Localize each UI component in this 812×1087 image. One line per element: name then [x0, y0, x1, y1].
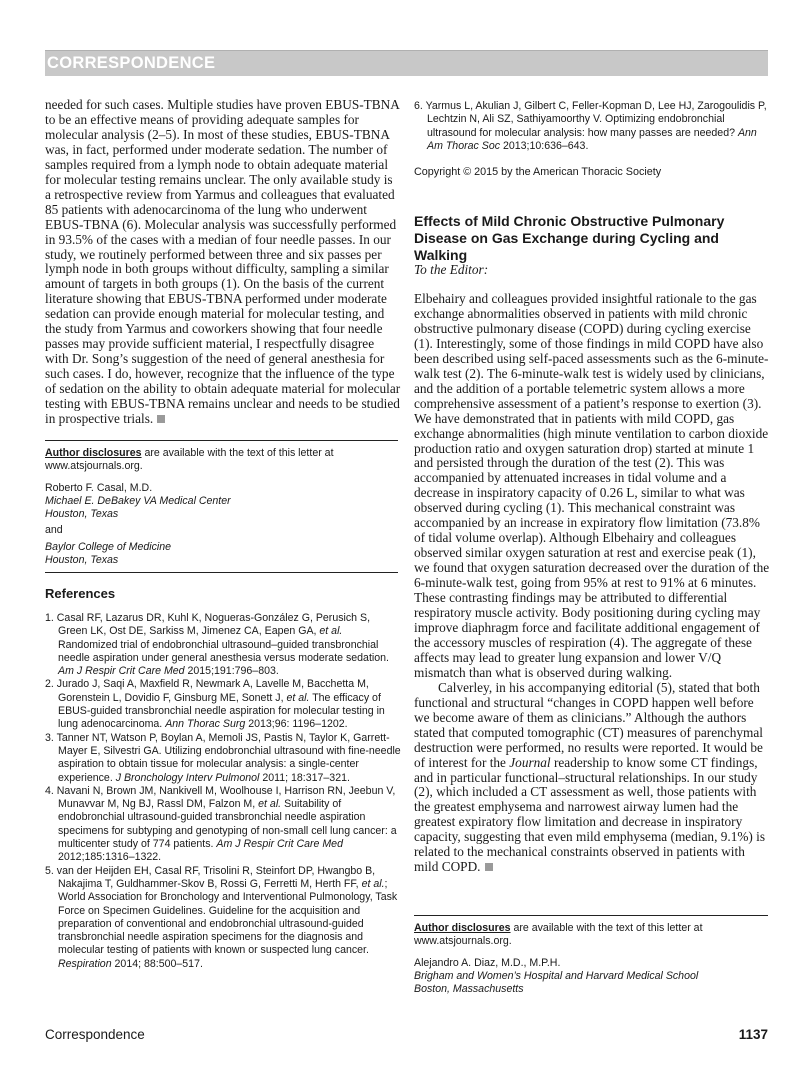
copyright: Copyright © 2015 by the American Thoracic Society: [414, 166, 662, 178]
affiliation-location: Houston, Texas: [45, 554, 119, 567]
right-disclosures: [414, 915, 768, 996]
affiliation-location: Boston, Massachusetts: [414, 983, 524, 996]
divider: [45, 572, 398, 573]
right-body: [414, 292, 772, 875]
author-name: Alejandro A. Diaz, M.D., M.P.H.: [414, 956, 561, 969]
reference-item: 3. Tanner NT, Watson P, Boylan A, Memoli JS, Pastis N, Taylor K, Garrett-Mayer E, Silvestri GA. Utilizing endobronchial ultrasound with fine-needle aspiration to obtain tissue for molecular analysis: a single-center experience. J Bronchology Interv Pulmonol 2011; 18:317–321.: [45, 731, 401, 784]
disclosures-link[interactable]: Author disclosures: [414, 922, 511, 934]
paragraph: Elbehairy and colleagues provided insightful rationale to the gas exchange abnormalities observed in patients with mild chronic obstructive pulmonary disease (COPD) during cycling exercise (1). Interestingly, some of those findings in mild COPD have also been described using self-paced assessments such as the 6-minute-walk test (2). The 6-minute-walk test is widely used by clinicians, and the addition of a portable telemetric system allows a more comprehensive assessment of a patient’s response to exertion (3). We have demonstrated that in patients with mild COPD, gas exchange abnormalities (high minute ventilation to carbon dioxide production ratio and oxygen saturation drop) started at minute 1 and persisted through the duration of the test (2). This was accompanied by attenuated increases in tidal volume and a decrease in inspiratory capacity of 0.26 L, similar to what was observed during cycling (1). This mechanical constraint was accompanied by an increase in expiratory flow limitation (73.8% of tidal volume overlap). Although Elbehairy and colleagues observed similar oxygen saturation at rest and exercise peak (1), we found that oxygen saturation decreased over the duration of the 6-minute-walk test, going from 95% at rest to 91% at 6 minutes. These contrasting findings may be attributed to differential respiratory muscle activity. Body positioning during cycling may improve diaphragm force and facilitate additional engagement of the accessory muscles of respiration (4). The aggregate of these affects may lead to greater lung expansion and lower V/Q mismatch than what is observed during walking.: [414, 291, 770, 680]
salutation: To the Editor:: [414, 262, 489, 277]
disclosures-text: are available with the text of this letter at www.atsjournals.org.: [45, 447, 334, 473]
author-name: Roberto F. Casal, M.D.: [45, 481, 153, 494]
reference-item: 4. Navani N, Brown JM, Nankivell M, Woolhouse I, Harrison RN, Jeebun V, Munavvar M, Ng BJ, Rassl DM, Falzon M, et al. Suitability of endobronchial ultrasound-guided transbronchial needle aspiration specimens for subtyping and genotyping of non-small cell lung cancer: a multicenter study of 774 patients. Am J Respir Crit Care Med 2012;185:1316–1322.: [45, 784, 397, 864]
end-mark-icon: [157, 415, 165, 423]
reference-6: [414, 100, 770, 153]
reference-item: 6. Yarmus L, Akulian J, Gilbert C, Feller-Kopman D, Lee HJ, Zarogoulidis P, Lechtzin N, Ali SZ, Sathiyamoorthy V. Optimizing endobronchial ultrasound for molecular analysis: how many passes are needed? Ann Am Thorac Soc 2013;10:636–643.: [414, 100, 767, 152]
affiliation: Baylor College of Medicine: [45, 540, 172, 553]
article-title: Effects of Mild Chronic Obstructive Pulmonary Disease on Gas Exchange during Cycling and Walking: [414, 213, 725, 263]
references-heading: References: [45, 586, 116, 601]
divider: [414, 915, 768, 949]
end-mark-icon: [485, 863, 493, 871]
section-header-label: CORRESPONDENCE: [47, 54, 216, 72]
reference-item: 5. van der Heijden EH, Casal RF, Trisolini R, Steinfort DP, Hwangbo B, Nakajima T, Guldhammer-Skov B, Rossi G, Ferretti M, Herth FF, et al.; World Association for Bronchology and Interventional Pulmonology, Task Force on Specimen Guidelines. Guideline for the acquisition and preparation of conventional and endobronchial ultrasound-guided transbronchial needle aspiration specimens for the diagnosis and molecular testing of patients with known or suspected lung cancer. Respiration 2014; 88:500–517.: [45, 864, 398, 970]
affiliation: Michael E. DeBakey VA Medical Center: [45, 494, 231, 507]
page-number: 1137: [738, 1027, 768, 1042]
affiliation: Brigham and Women’s Hospital and Harvard Medical School: [414, 969, 699, 982]
body-text: needed for such cases. Multiple studies have proven EBUS-TBNA to be an effective means of providing adequate samples for molecular analysis (2–5). In most of these studies, EBUS-TBNA was, in fact, performed under moderate sedation. The number of samples required from a lymph node to obtain adequate material for molecular testing remains unclear. The only available study is a retrospective review from Yarmus and colleagues that evaluated 85 patients with adenocarcinoma of the lung who underwent EBUS-TBNA (6). Molecular analysis was successfully performed in 93.5% of the cases with a median of four needle passes. In our study, we routinely performed between three and six passes per lymph node in both groups without difficulty, sampling a similar amount of targets in both groups (1). On the basis of the current literature showing that EBUS-TBNA performed under moderate sedation can provide enough material for molecular testing, and the study from Yarmus and coworkers showing that four needle passes may provide sufficient material, I respectfully disagree with Dr. Song’s suggestion of the need of general anesthesia for such cases. I do, however, recognize that the influence of the type of sedation on the ability to obtain adequate material for molecular testing with EBUS-TBNA remains unclear and needs to be studied in prospective trials.: [45, 97, 401, 427]
reference-item: 1. Casal RF, Lazarus DR, Kuhl K, Nogueras-González G, Perusich S, Green LK, Ost DE, Sarkiss M, Jimenez CA, Eapen GA, et al. Randomized trial of endobronchial ultrasound–guided transbronchial needle aspiration under general anesthesia versus moderate sedation. Am J Respir Crit Care Med 2015;191:796–803.: [45, 612, 389, 678]
left-body: [45, 98, 401, 427]
and-text: and: [45, 524, 63, 537]
left-disclosures: [45, 440, 398, 573]
paragraph: Calverley, in his accompanying editorial (5), stated that both functional and structural “changes in COPD happen well before we become aware of them as clinicians.” Although the authors stated that computed tomographic (CT) measures of parenchymal destruction were performed, no results were reported. It would be of interest for the Journal readership to know some CT findings, and in particular functional–structural relationships. In our study (2), which included a CT assessment as well, those patients with the greatest emphysema and narrowest airway lumen had the greatest expiratory flow limitation and decrease in inspiratory capacity, suggesting that even mild emphysema (median, 9.1%) is related to the mechanical constraints observed in patients with mild COPD.: [414, 679, 766, 875]
references-list: [45, 612, 401, 971]
divider: [45, 440, 398, 474]
reference-item: 2. Jurado J, Saqi A, Maxfield R, Newmark A, Lavelle M, Bacchetta M, Gorenstein L, Dovidio F, Ginsburg ME, Sonett J, et al. The efficacy of EBUS-guided transbronchial needle aspiration for molecular testing in lung adenocarcinoma. Ann Thorac Surg 2013;96: 1196–1202.: [45, 678, 385, 731]
section-header-bar: [45, 50, 768, 76]
affiliation-location: Houston, Texas: [45, 508, 119, 521]
disclosures-text: are available with the text of this letter at www.atsjournals.org.: [414, 922, 703, 948]
footer-section: Correspondence: [45, 1027, 145, 1042]
disclosures-link[interactable]: Author disclosures: [45, 447, 142, 459]
